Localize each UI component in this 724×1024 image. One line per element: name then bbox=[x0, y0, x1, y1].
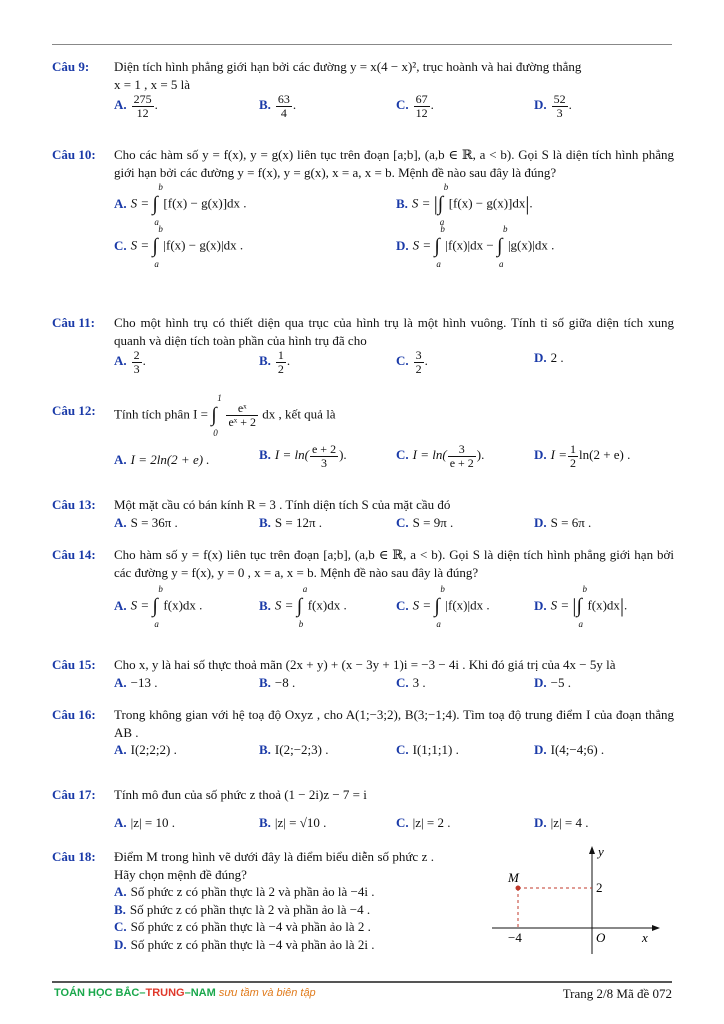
question-label: Câu 14: bbox=[52, 547, 96, 562]
y-tick-label: 2 bbox=[596, 880, 603, 895]
option-b[interactable]: B. $\frac{1}{2}$ . bbox=[259, 348, 291, 376]
option-c[interactable]: C. $\frac{67}{12}$ . bbox=[396, 92, 434, 120]
question-label: Câu 16: bbox=[52, 707, 96, 722]
question-17 bbox=[52, 786, 674, 836]
option-d[interactable]: D. S = b ∫ a |f(x)|dx − b ∫ a |g(x)|dx . bbox=[396, 224, 555, 269]
option-c[interactable]: C. I = ln( $\frac{3}{e + 2}$ ). bbox=[396, 442, 485, 470]
options-row bbox=[114, 674, 674, 696]
x-label: x bbox=[642, 930, 648, 945]
question-text: Cho các hàm số y = f(x), y = g(x) liên tục trên đoạn [a;b], (a,b ∈ ℝ, a < b). Gọi S là diện tích hình phẳng giới hạn bởi các đường y = f(x), y = g(x), x = a, x = b. Mệnh đề nào sau đây là đúng? bbox=[114, 147, 674, 180]
option-d[interactable]: D. S = | b ∫ a f(x)dx|. bbox=[534, 584, 628, 629]
question-label: Câu 13: bbox=[52, 497, 96, 512]
question-15 bbox=[52, 656, 674, 696]
question-text: Diện tích hình phẳng giới hạn bởi các đường y = x(4 − x)², trục hoành và hai đường thẳng bbox=[114, 59, 582, 74]
question-text: Điểm M trong hình vẽ dưới đây là điểm biểu diễn số phức z . Hãy chọn mệnh đề đúng? bbox=[114, 849, 434, 882]
option-d[interactable]: D. $\frac{52}{3}$ . bbox=[534, 92, 572, 120]
footer-brand: TOÁN HỌC BẮC–TRUNG–NAM sưu tầm và biên tập bbox=[54, 987, 316, 999]
question-13 bbox=[52, 496, 674, 536]
question-label: Câu 15: bbox=[52, 657, 96, 672]
option-d[interactable]: D. I = $\frac{1}{2}$ ln(2 + e) . bbox=[534, 442, 631, 470]
option-a[interactable]: A. $\frac{275}{12}$ . bbox=[114, 92, 158, 120]
option-a[interactable]: A. S = b ∫ a [f(x) − g(x)]dx . bbox=[114, 182, 247, 227]
question-label: Câu 18: bbox=[52, 849, 96, 864]
question-text: Tính tích phân I = 1 ∫ 0 $\frac{\text{eˣ}}{\text{eˣ + 2}}$ dx , kết quả là bbox=[114, 393, 336, 438]
option-a[interactable]: A. −13 . bbox=[114, 674, 158, 690]
option-d[interactable]: D. 2 . bbox=[534, 350, 564, 366]
option-b[interactable]: B. |z| = √10 . bbox=[259, 814, 327, 830]
option-a[interactable]: A. $\frac{2}{3}$ . bbox=[114, 348, 146, 376]
question-label: Câu 9: bbox=[52, 59, 90, 74]
option-b[interactable]: B. −8 . bbox=[259, 674, 296, 690]
options-row bbox=[114, 349, 674, 387]
option-d[interactable]: D. I(4;−4;6) . bbox=[534, 742, 605, 758]
y-axis-arrow bbox=[589, 846, 595, 854]
complex-plane-graph bbox=[492, 842, 662, 954]
point-label: M bbox=[508, 870, 519, 885]
option-a[interactable]: A. I(2;2;2) . bbox=[114, 742, 177, 758]
option-c[interactable]: C. S = b ∫ a |f(x)|dx . bbox=[396, 584, 490, 629]
question-10 bbox=[52, 146, 674, 271]
point-m bbox=[516, 886, 521, 891]
options-row bbox=[114, 93, 674, 131]
options-row bbox=[114, 224, 674, 271]
question-label: Câu 10: bbox=[52, 147, 96, 162]
top-rule bbox=[52, 44, 672, 45]
question-9 bbox=[52, 58, 674, 131]
option-a[interactable]: A. |z| = 10 . bbox=[114, 814, 175, 830]
option-b[interactable]: B. S = | b ∫ a [f(x) − g(x)]dx|. bbox=[396, 182, 533, 227]
question-12 bbox=[52, 393, 674, 481]
question-11 bbox=[52, 314, 674, 387]
option-b[interactable]: B. I = ln( $\frac{e + 2}{3}$ ). bbox=[259, 442, 347, 470]
question-text: Cho x, y là hai số thực thoả mãn (2x + y) + (x − 3y + 1)i = −3 − 4i . Khi đó giá trị của 4x − 5y là bbox=[114, 657, 616, 672]
origin-label: O bbox=[596, 930, 606, 945]
question-text: Trong không gian với hệ toạ độ Oxyz , cho A(1;−3;2), B(3;−1;4). Tìm toạ độ trung điểm I của đoạn thẳng AB . bbox=[114, 707, 674, 740]
options-row bbox=[114, 814, 674, 836]
option-a[interactable]: A. Số phức z có phần thực là 2 và phần ảo là −4i . bbox=[114, 884, 375, 900]
option-b[interactable]: B. S = a ∫ b f(x)dx . bbox=[259, 584, 347, 629]
option-b[interactable]: B. $\frac{63}{4}$ . bbox=[259, 92, 297, 120]
question-14 bbox=[52, 546, 674, 631]
option-b[interactable]: B. S = 12π . bbox=[259, 514, 323, 530]
option-a[interactable]: A. S = 36π . bbox=[114, 514, 178, 530]
option-c[interactable]: C. $\frac{3}{2}$ . bbox=[396, 348, 428, 376]
page-number: Trang 2/8 Mã đề 072 bbox=[562, 986, 672, 1001]
question-text: Tính mô đun của số phức z thoả (1 − 2i)z − 7 = i bbox=[114, 787, 367, 802]
options-row bbox=[114, 584, 674, 631]
options-row bbox=[114, 514, 674, 536]
question-label: Câu 17: bbox=[52, 787, 96, 802]
option-c[interactable]: C. S = 9π . bbox=[396, 514, 454, 530]
options-row bbox=[114, 443, 674, 481]
option-d[interactable]: D. −5 . bbox=[534, 674, 571, 690]
footer-rule bbox=[52, 981, 672, 983]
question-text: Cho hàm số y = f(x) liên tục trên đoạn [a;b], (a,b ∈ ℝ, a < b). Gọi S là diện tích hình phẳng giới hạn bởi các đường y = f(x), y = 0 , x = a, x = b. Mệnh đề nào sau đây là đúng? bbox=[114, 547, 674, 580]
question-label: Câu 11: bbox=[52, 315, 95, 330]
option-c[interactable]: C. S = b ∫ a |f(x) − g(x)|dx . bbox=[114, 224, 244, 269]
x-axis-arrow bbox=[652, 925, 660, 931]
option-b[interactable]: B. I(2;−2;3) . bbox=[259, 742, 329, 758]
option-c[interactable]: C. Số phức z có phần thực là −4 và phần ảo là 2 . bbox=[114, 919, 371, 935]
question-text: Một mặt cầu có bán kính R = 3 . Tính diện tích S của mặt cầu đó bbox=[114, 497, 451, 512]
question-label: Câu 12: bbox=[52, 403, 96, 418]
option-c[interactable]: C. I(1;1;1) . bbox=[396, 742, 459, 758]
question-16 bbox=[52, 706, 674, 763]
question-text: Cho một hình trụ có thiết diện qua trục của hình trụ là một hình vuông. Tính tỉ số giữa diện tích xung quanh và diện tích toàn phần của hình trụ đã cho bbox=[114, 315, 674, 348]
option-d[interactable]: D. S = 6π . bbox=[534, 514, 592, 530]
x-tick-label: −4 bbox=[508, 930, 522, 945]
option-a[interactable]: A. I = 2ln(2 + e) . bbox=[114, 452, 210, 467]
question-text-2: x = 1 , x = 5 là bbox=[114, 76, 191, 92]
y-label: y bbox=[598, 844, 604, 859]
options-row bbox=[114, 741, 674, 763]
option-d[interactable]: D. Số phức z có phần thực là −4 và phần ảo là 2i . bbox=[114, 936, 375, 952]
options-row bbox=[114, 182, 674, 229]
option-c[interactable]: C. |z| = 2 . bbox=[396, 814, 451, 830]
option-c[interactable]: C. 3 . bbox=[396, 674, 426, 690]
option-a[interactable]: A. S = b ∫ a f(x)dx . bbox=[114, 584, 203, 629]
option-d[interactable]: D. |z| = 4 . bbox=[534, 814, 589, 830]
option-b[interactable]: B. Số phức z có phần thực là 2 và phần ảo là −4 . bbox=[114, 901, 371, 917]
